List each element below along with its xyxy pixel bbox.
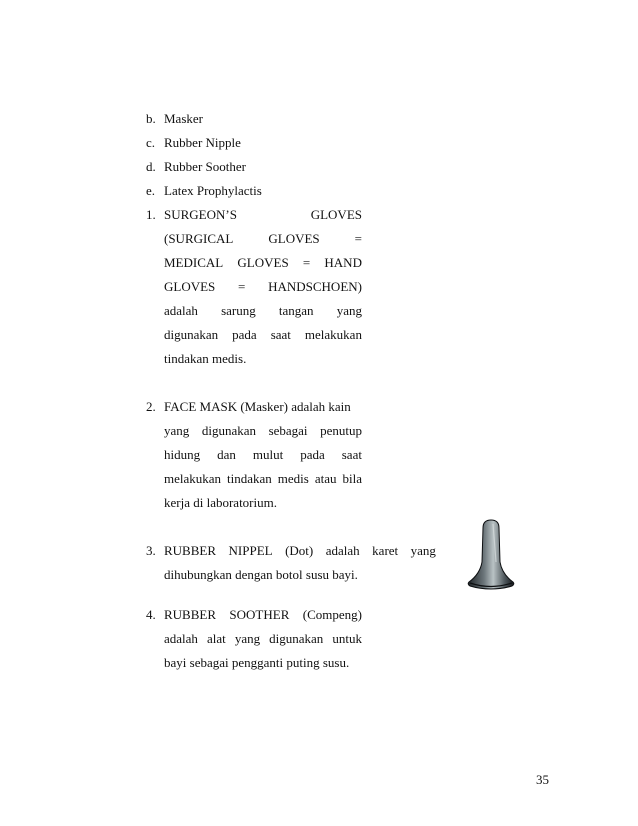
word: pada	[300, 447, 325, 462]
word: sarung	[221, 303, 256, 318]
justified-line	[164, 423, 362, 439]
justified-line	[164, 279, 362, 295]
word: yang	[234, 631, 261, 646]
word: (SURGICAL	[164, 231, 234, 246]
word: =	[354, 231, 362, 246]
list-marker: c.	[146, 135, 156, 150]
word: adalah	[164, 631, 198, 646]
word: atau	[314, 471, 337, 486]
word: RUBBER	[164, 543, 217, 558]
word: tindakan	[227, 471, 272, 486]
section-number: 3.	[146, 543, 156, 558]
justified-line	[164, 303, 362, 319]
section-number: 1.	[146, 207, 156, 222]
list-item: Rubber Soother	[164, 159, 246, 174]
section-number: 2.	[146, 399, 156, 414]
word: bila	[342, 471, 362, 486]
word: dan	[217, 447, 236, 462]
word: SURGEON’S	[164, 207, 237, 222]
page-number: 35	[536, 772, 549, 787]
word: penutup	[320, 423, 362, 438]
word: MEDICAL	[164, 255, 224, 270]
word: GLOVES	[237, 255, 289, 270]
paragraph-last-line: dihubungkan dengan botol susu bayi.	[164, 567, 358, 582]
paragraph-last-line: bayi sebagai pengganti puting susu.	[164, 655, 350, 670]
word: saat	[270, 327, 291, 342]
paragraph-first-line: FACE MASK (Masker) adalah kain	[164, 399, 351, 414]
word: yang	[164, 423, 190, 438]
section-number: 4.	[146, 607, 156, 622]
word: GLOVES	[164, 279, 216, 294]
word: saat	[341, 447, 362, 462]
word: HAND	[324, 255, 362, 270]
justified-line	[164, 447, 362, 463]
word: adalah	[325, 543, 360, 558]
word: untuk	[332, 631, 362, 646]
justified-line	[164, 207, 362, 223]
word: yang	[336, 303, 362, 318]
word: digunakan	[269, 631, 324, 646]
list-item: Masker	[164, 111, 203, 126]
justified-line	[164, 543, 436, 559]
justified-line	[164, 255, 362, 271]
word: karet	[372, 543, 399, 558]
word: adalah	[164, 303, 198, 318]
word: melakukan	[164, 471, 222, 486]
list-marker: b.	[146, 111, 156, 126]
word: NIPPEL	[228, 543, 273, 558]
list-marker: d.	[146, 159, 156, 174]
justified-line	[164, 471, 362, 487]
word: (Dot)	[285, 543, 314, 558]
word: alat	[206, 631, 226, 646]
list-item: Latex Prophylactis	[164, 183, 262, 198]
word: sebagai	[268, 423, 308, 438]
word: digunakan	[164, 327, 219, 342]
justified-line	[164, 607, 362, 623]
word: GLOVES	[268, 231, 320, 246]
word: tangan	[278, 303, 314, 318]
paragraph-last-line: tindakan medis.	[164, 351, 247, 366]
word: hidung	[164, 447, 201, 462]
word: GLOVES	[310, 207, 362, 222]
list-item: Rubber Nipple	[164, 135, 241, 150]
word: (Compeng)	[302, 607, 362, 622]
word: mulut	[252, 447, 284, 462]
word: pada	[232, 327, 257, 342]
word: =	[238, 279, 246, 294]
word: medis	[277, 471, 309, 486]
word: SOOTHER	[229, 607, 290, 622]
justified-line	[164, 231, 362, 247]
word: melakukan	[304, 327, 362, 342]
word: =	[302, 255, 311, 270]
word: yang	[410, 543, 436, 558]
paragraph-last-line: kerja di laboratorium.	[164, 495, 277, 510]
justified-line	[164, 631, 362, 647]
rubber-nipple-image	[466, 518, 516, 590]
list-marker: e.	[146, 183, 156, 198]
word: digunakan	[201, 423, 256, 438]
word: HANDSCHOEN)	[268, 279, 362, 294]
justified-line	[164, 327, 362, 343]
word: RUBBER	[164, 607, 217, 622]
